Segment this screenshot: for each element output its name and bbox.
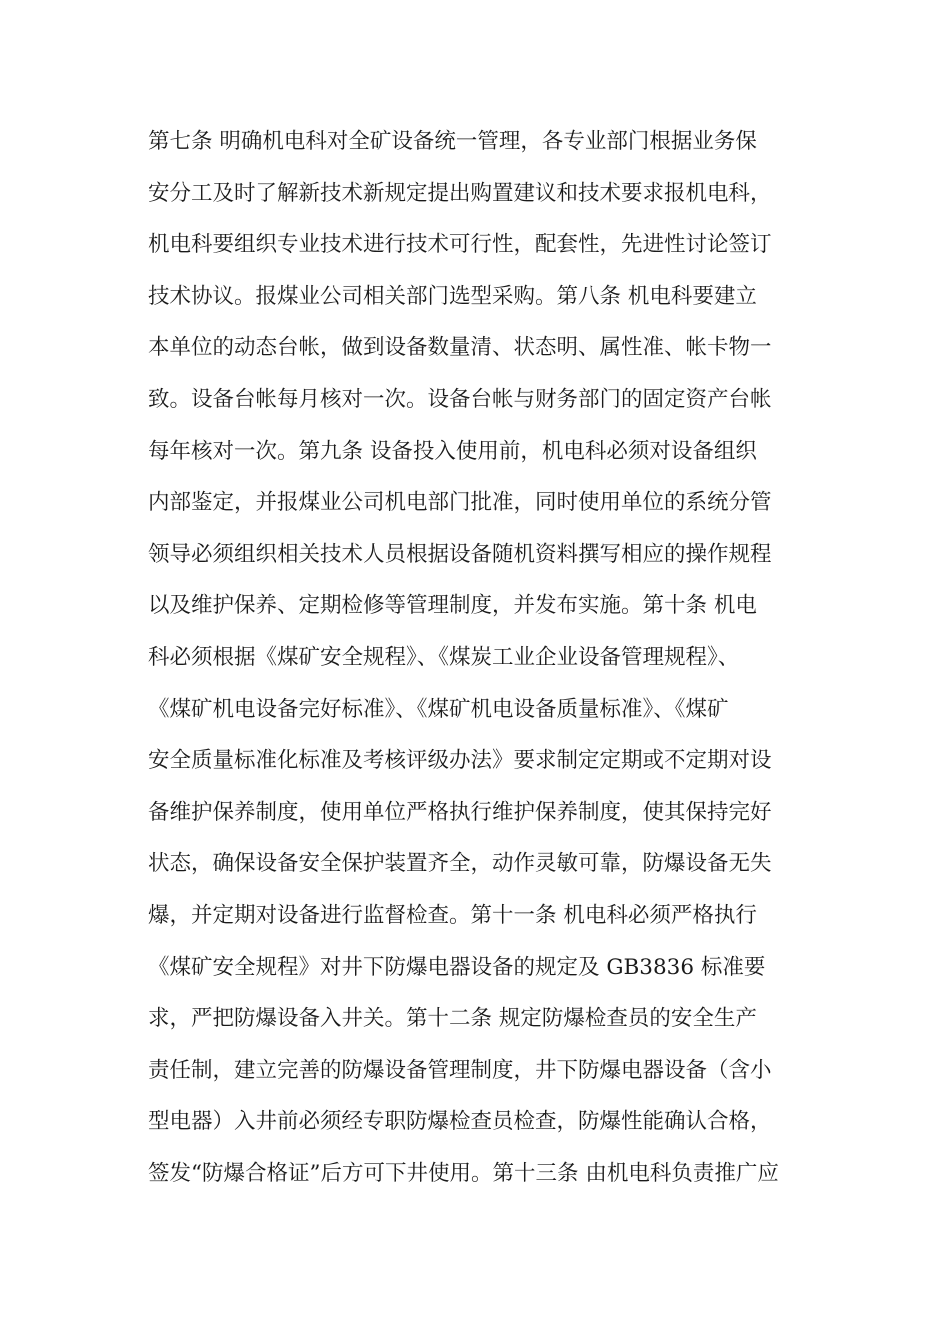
text-line: 致。设备台帐每月核对一次。设备台帐与财务部门的固定资产台帐 [148, 386, 772, 412]
text-line: 安分工及时了解新技术新规定提出购置建议和技术要求报机电科， [148, 180, 772, 206]
text-line: 每年核对一次。第九条 设备投入使用前，机电科必须对设备组织 [148, 438, 757, 464]
text-line: 安全质量标准化标准及考核评级办法》要求制定定期或不定期对设 [148, 748, 772, 774]
text-line: 领导必须组织相关技术人员根据设备随机资料撰写相应的操作规程 [148, 541, 772, 567]
text-line: 机电科要组织专业技术进行技术可行性，配套性，先进性讨论签订 [148, 232, 772, 258]
text-line: 以及维护保养、定期检修等管理制度，并发布实施。第十条 机电 [148, 593, 757, 619]
text-line: 型电器）入井前必须经专职防爆检查员检查，防爆性能确认合格， [148, 1109, 772, 1135]
text-line: 状态，确保设备安全保护装置齐全，动作灵敏可靠，防爆设备无失 [148, 851, 772, 877]
text-line: 《煤矿安全规程》对井下防爆电器设备的规定及 GB3836 标准要 [148, 954, 766, 980]
text-line: 科必须根据《煤矿安全规程》、《煤炭工业企业设备管理规程》、 [148, 644, 740, 670]
text-line: 签发“防爆合格证”后方可下井使用。第十三条 由机电科负责推广应 [148, 1160, 779, 1186]
text-line: 《煤矿机电设备完好标准》、《煤矿机电设备质量标准》、《煤矿 [148, 696, 729, 722]
text-line: 第七条 明确机电科对全矿设备统一管理，各专业部门根据业务保 [148, 129, 757, 154]
body-text [148, 116, 808, 1199]
text-line: 本单位的动态台帐，做到设备数量清、状态明、属性准、帐卡物一 [148, 335, 772, 361]
text-line: 技术协议。报煤业公司相关部门选型采购。第八条 机电科要建立 [148, 283, 757, 309]
text-line: 责任制，建立完善的防爆设备管理制度，井下防爆电器设备（含小 [148, 1057, 772, 1083]
text-line: 爆，并定期对设备进行监督检查。第十一条 机电科必须严格执行 [148, 902, 757, 928]
text-line: 备维护保养制度，使用单位严格执行维护保养制度，使其保持完好 [148, 799, 772, 825]
text-line: 求，严把防爆设备入井关。第十二条 规定防爆检查员的安全生产 [148, 1006, 757, 1032]
text-line: 内部鉴定，并报煤业公司机电部门批准，同时使用单位的系统分管 [148, 490, 772, 516]
